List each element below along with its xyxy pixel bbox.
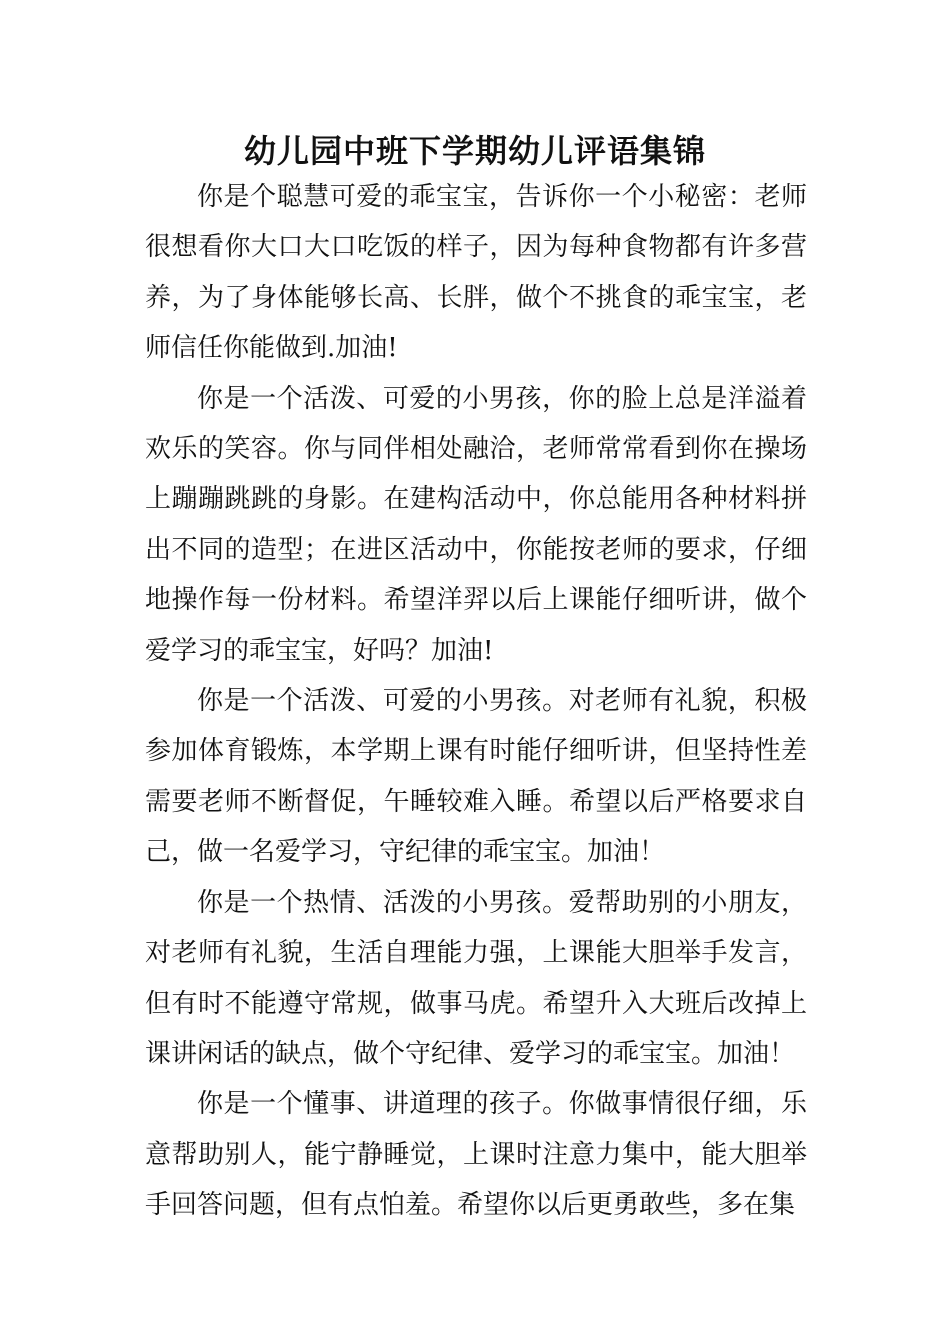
- paragraph: 你是一个活泼、可爱的小男孩。对老师有礼貌，积极参加体育锻炼，本学期上课有时能仔细听讲，但坚持性差需要老师不断督促，午睡较难入睡。希望以后严格要求自己，做一名爱学习，守纪律的乖宝宝。加油！: [145, 686, 807, 868]
- paragraph: 你是一个懂事、讲道理的孩子。你做事情很仔细，乐意帮助别人，能宁静睡觉，上课时注意力集中，能大胆举手回答问题，但有点怕羞。希望你以后更勇敢些，多在集: [145, 1089, 807, 1221]
- paragraph: 你是一个活泼、可爱的小男孩，你的脸上总是洋溢着欢乐的笑容。你与同伴相处融洽，老师常常看到你在操场上蹦蹦跳跳的身影。在建构活动中，你总能用各种材料拼出不同的造型；在进区活动中，你能按老师的要求，仔细地操作每一份材料。希望洋羿以后上课能仔细听讲，做个爱学习的乖宝宝，好吗？加油!: [145, 383, 807, 666]
- document-body: [145, 172, 807, 1231]
- paragraph: 你是一个热情、活泼的小男孩。爱帮助别的小朋友，对老师有礼貌，生活自理能力强，上课能大胆举手发言，但有时不能遵守常规，做事马虎。希望升入大班后改掉上课讲闲话的缺点，做个守纪律、爱学习的乖宝宝。加油！: [145, 887, 807, 1069]
- document-title: 幼儿园中班下学期幼儿评语集锦: [243, 132, 706, 170]
- paragraph: 你是个聪慧可爱的乖宝宝，告诉你一个小秘密：老师很想看你大口大口吃饭的样子，因为每种食物都有许多营养，为了身体能够长高、长胖，做个不挑食的乖宝宝，老师信任你能做到.加油!: [145, 182, 807, 364]
